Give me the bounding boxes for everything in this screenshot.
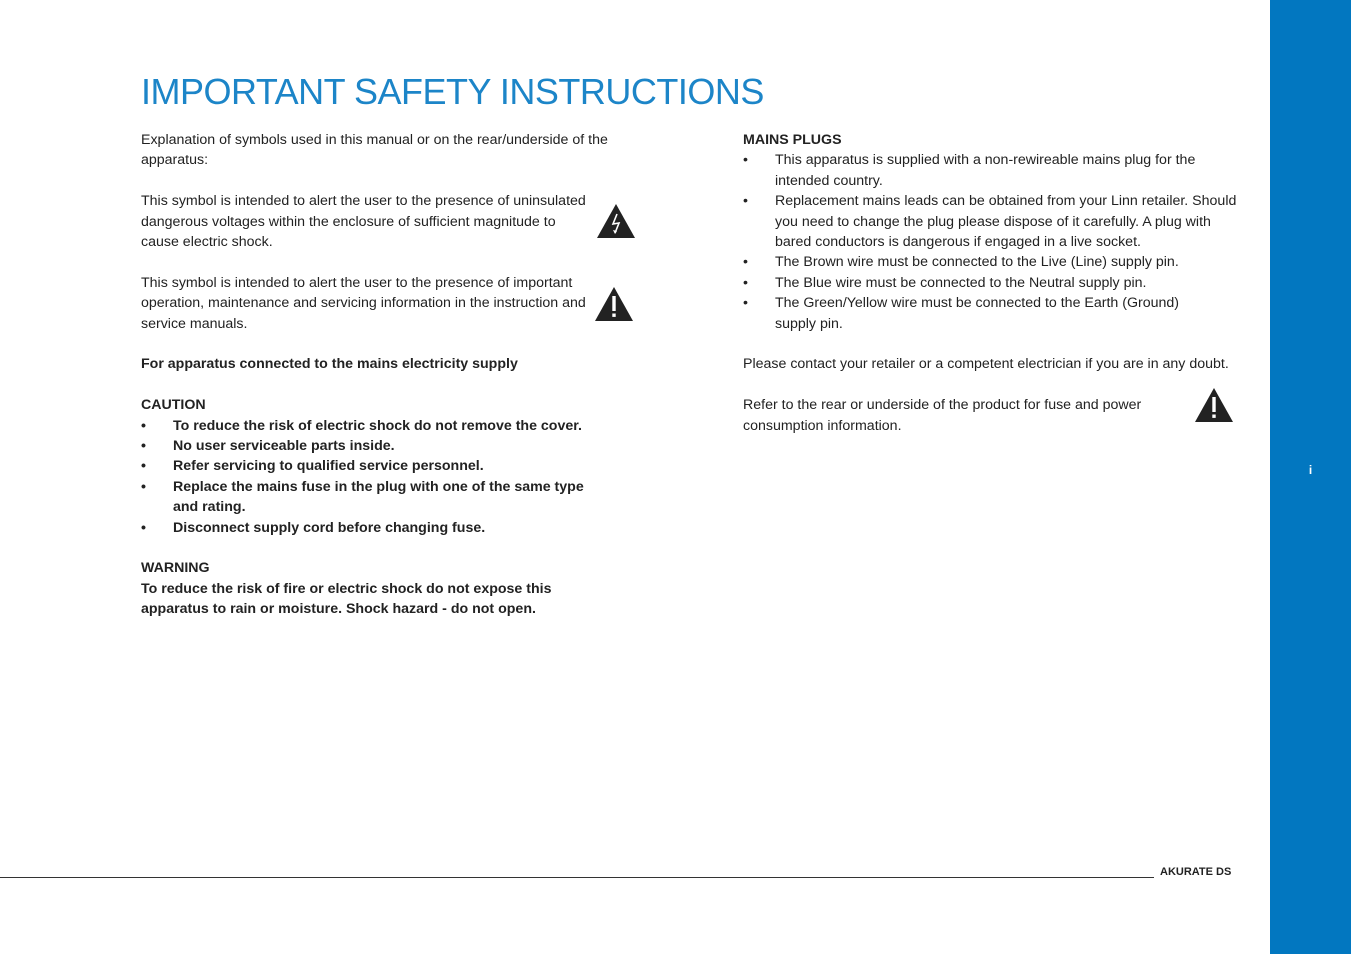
- exclamation-triangle-icon: [1194, 387, 1234, 423]
- exclamation-triangle-icon: [594, 286, 634, 322]
- warning-text: To reduce the risk of fire or electric shock do not expose this apparatus to rain or moisture. Shock hazard - do not open.: [141, 580, 552, 618]
- list-item: • The Brown wire must be connected to the Live (Line) supply pin.: [743, 254, 1179, 271]
- lightning-triangle-icon: [596, 203, 636, 239]
- caution-list: [141, 416, 606, 538]
- symbol1-text: This symbol is intended to alert the user to the presence of uninsulated dangerous voltages within the enclosure of sufficient magnitude to cause electric shock.: [141, 193, 586, 251]
- page-title: IMPORTANT SAFETY INSTRUCTIONS: [141, 71, 764, 112]
- plugs-list: [743, 150, 1238, 334]
- left-column: [141, 130, 641, 620]
- list-item: • The Green/Yellow wire must be connected to the Earth (Ground) supply pin.: [743, 295, 1180, 332]
- warning-heading: WARNING: [141, 560, 210, 577]
- list-item: • To reduce the risk of electric shock do not remove the cover.: [141, 417, 582, 434]
- intro-text: Explanation of symbols used in this manual or on the rear/underside of the apparatus:: [141, 132, 608, 169]
- list-item: • This apparatus is supplied with a non-rewireable mains plug for the intended country.: [743, 152, 1196, 189]
- symbol-row-voltage: [141, 191, 641, 252]
- list-item: • Replace the mains fuse in the plug with one of the same type and rating.: [141, 478, 584, 516]
- list-item: • The Blue wire must be connected to the Neutral supply pin.: [743, 274, 1147, 291]
- contact-text: Please contact your retailer or a competent electrician if you are in any doubt.: [743, 356, 1229, 373]
- list-item: • Replacement mains leads can be obtained from your Linn retailer. Should you need to change the plug please dispose of it carefully. A plug with bared conductors is dangerous if engaged in a live socket.: [743, 193, 1237, 251]
- footer-rule: [0, 877, 1154, 878]
- list-item: • No user serviceable parts inside.: [141, 438, 395, 455]
- right-column: [743, 130, 1238, 436]
- fuse-text: Refer to the rear or underside of the product for fuse and power consumption information.: [743, 397, 1142, 434]
- side-tab: [1270, 0, 1351, 954]
- footer-product-name: AKURATE DS: [1160, 866, 1232, 878]
- symbol2-text: This symbol is intended to alert the user to the presence of important operation, maintenance and servicing information in the instruction and service manuals.: [141, 274, 586, 332]
- fuse-row: [743, 395, 1238, 436]
- plugs-heading: MAINS PLUGS: [743, 132, 842, 148]
- list-item: • Disconnect supply cord before changing fuse.: [141, 519, 486, 536]
- mains-heading: For apparatus connected to the mains electricity supply: [141, 356, 518, 373]
- symbol-row-info: [141, 273, 641, 334]
- list-item: • Refer servicing to qualified service personnel.: [141, 458, 484, 475]
- caution-heading: CAUTION: [141, 397, 206, 414]
- page-number: i: [1308, 463, 1313, 477]
